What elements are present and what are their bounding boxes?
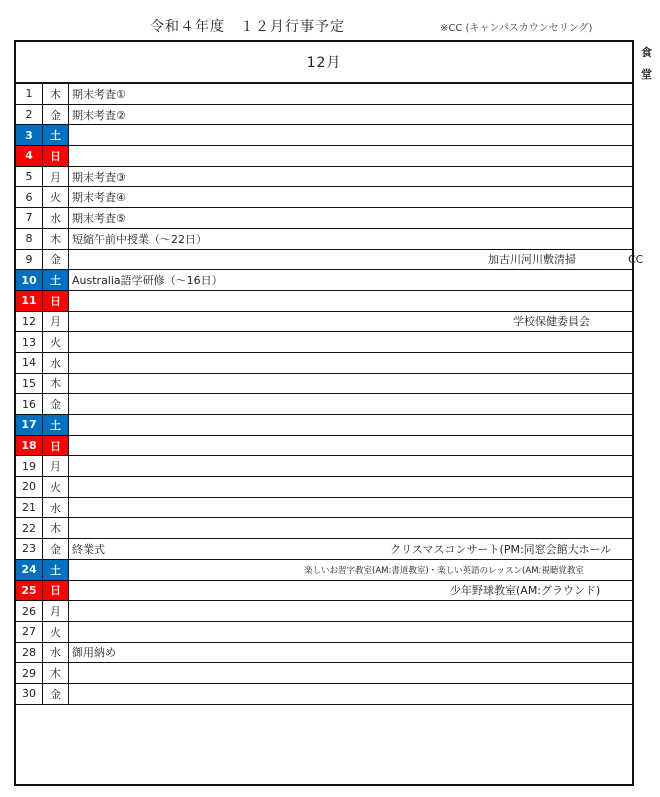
weekday: 水	[43, 643, 69, 663]
event-cc-text: CC	[628, 252, 644, 266]
weekday: 火	[43, 477, 69, 497]
day-number: 20	[16, 477, 43, 497]
calendar-row	[16, 229, 632, 250]
calendar-row	[16, 581, 632, 602]
day-number: 7	[16, 208, 43, 228]
event-right-text: クリスマスコンサート(PM:同窓会館大ホール	[390, 542, 612, 556]
weekday: 金	[43, 394, 69, 414]
calendar-row	[16, 312, 632, 333]
weekday: 月	[43, 312, 69, 332]
weekday: 土	[43, 125, 69, 145]
weekday: 土	[43, 270, 69, 290]
calendar-row	[16, 353, 632, 374]
event-right-text: 楽しいお習字教室(AM:書道教室)・楽しい英語のレッスン(AM:視聴覚教室	[304, 565, 584, 576]
calendar-row	[16, 518, 632, 539]
day-number: 23	[16, 539, 43, 559]
event-text: 期末考査⑤	[72, 211, 126, 225]
event-text: 期末考査①	[72, 87, 126, 101]
day-number: 26	[16, 601, 43, 621]
calendar-row	[16, 477, 632, 498]
weekday: 日	[43, 436, 69, 456]
calendar-row	[16, 436, 632, 457]
day-number: 16	[16, 394, 43, 414]
weekday: 木	[43, 374, 69, 394]
event-right-text: 少年野球教室(AM:グラウンド)	[450, 584, 601, 598]
day-number: 29	[16, 663, 43, 683]
calendar-table	[14, 40, 644, 786]
weekday: 木	[43, 84, 69, 104]
event-text: 期末考査③	[72, 170, 126, 184]
day-number: 11	[16, 291, 43, 311]
day-number: 22	[16, 518, 43, 538]
weekday: 木	[43, 663, 69, 683]
day-number: 6	[16, 187, 43, 207]
weekday: 土	[43, 415, 69, 435]
event-text: 期末考査②	[72, 108, 126, 122]
calendar-row	[16, 601, 632, 622]
event-right-text: 学校保健委員会	[513, 315, 590, 329]
day-number: 12	[16, 312, 43, 332]
weekday: 金	[43, 250, 69, 270]
side-label-1: 食	[641, 46, 652, 59]
calendar-row	[16, 105, 632, 126]
calendar-row	[16, 560, 632, 581]
calendar-row	[16, 208, 632, 229]
calendar-row	[16, 456, 632, 477]
event-text: 御用納め	[72, 646, 116, 660]
calendar-row	[16, 394, 632, 415]
event-right-text: 加古川河川敷清掃	[488, 253, 576, 267]
weekday: 水	[43, 353, 69, 373]
event-text: 期末考査④	[72, 191, 126, 205]
day-number: 25	[16, 581, 43, 601]
day-number: 19	[16, 456, 43, 476]
weekday: 金	[43, 539, 69, 559]
day-number: 21	[16, 498, 43, 518]
calendar-row	[16, 167, 632, 188]
weekday: 水	[43, 208, 69, 228]
calendar-row	[16, 84, 632, 105]
calendar-row	[16, 291, 632, 312]
day-number: 13	[16, 332, 43, 352]
weekday: 水	[43, 498, 69, 518]
weekday: 木	[43, 229, 69, 249]
calendar-row	[16, 270, 632, 291]
day-number: 10	[16, 270, 43, 290]
weekday: 月	[43, 167, 69, 187]
calendar-row	[16, 332, 632, 353]
weekday: 日	[43, 581, 69, 601]
day-number: 8	[16, 229, 43, 249]
calendar-row	[16, 374, 632, 395]
calendar-row	[16, 539, 632, 560]
weekday: 金	[43, 684, 69, 704]
calendar-rows	[16, 84, 644, 705]
weekday: 金	[43, 105, 69, 125]
day-number: 28	[16, 643, 43, 663]
weekday: 火	[43, 187, 69, 207]
calendar-row	[16, 643, 632, 664]
weekday: 日	[43, 146, 69, 166]
day-number: 15	[16, 374, 43, 394]
weekday: 火	[43, 622, 69, 642]
event-text: Australia語学研修（～16日）	[72, 274, 223, 288]
day-number: 18	[16, 436, 43, 456]
day-number: 24	[16, 560, 43, 580]
calendar-row	[16, 498, 632, 519]
weekday: 土	[43, 560, 69, 580]
weekday: 月	[43, 456, 69, 476]
day-number: 3	[16, 125, 43, 145]
event-text: 短縮午前中授業（～22日）	[72, 232, 207, 246]
month-header: 12月	[16, 42, 632, 84]
weekday: 日	[43, 291, 69, 311]
weekday: 木	[43, 518, 69, 538]
calendar-row	[16, 622, 632, 643]
weekday: 月	[43, 601, 69, 621]
calendar-row	[16, 415, 632, 436]
calendar-row	[16, 187, 632, 208]
day-number: 9	[16, 250, 43, 270]
side-label-2: 堂	[641, 68, 652, 81]
day-number: 1	[16, 84, 43, 104]
day-number: 2	[16, 105, 43, 125]
calendar-row	[16, 663, 632, 684]
calendar-row	[16, 250, 644, 271]
calendar-row	[16, 125, 632, 146]
day-number: 17	[16, 415, 43, 435]
day-number: 14	[16, 353, 43, 373]
cc-note: ※CC (キャンパスカウンセリング)	[440, 23, 593, 34]
calendar-row	[16, 146, 632, 167]
page-title: 令和４年度 １２月行事予定	[150, 19, 345, 35]
event-text: 終業式	[72, 542, 105, 556]
day-number: 30	[16, 684, 43, 704]
day-number: 27	[16, 622, 43, 642]
weekday: 火	[43, 332, 69, 352]
calendar-row	[16, 684, 632, 705]
day-number: 5	[16, 167, 43, 187]
day-number: 4	[16, 146, 43, 166]
